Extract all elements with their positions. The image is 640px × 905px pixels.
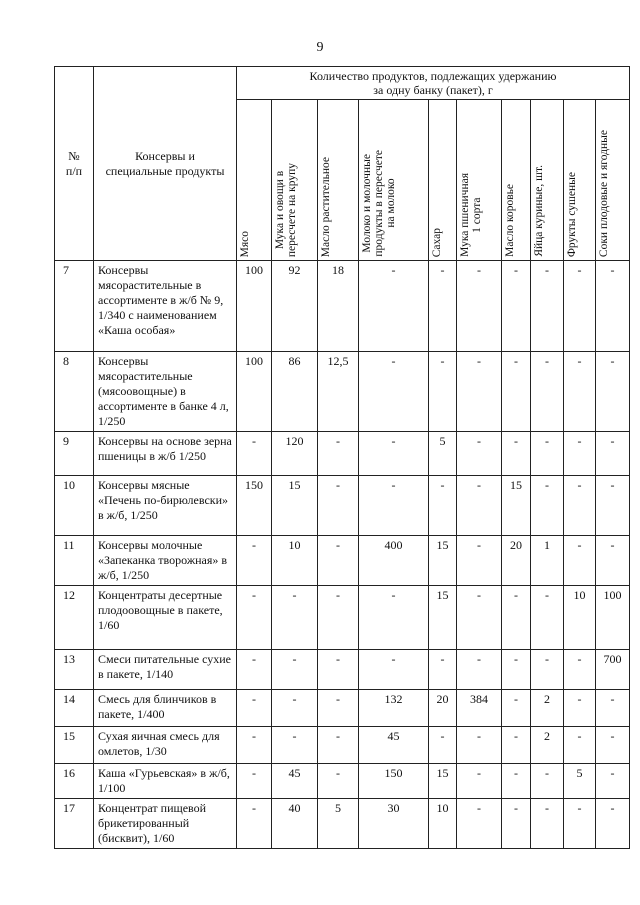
row-product-name: Сухая яичная смесь для омлетов, 1/30	[94, 727, 237, 764]
row-value: -	[564, 352, 596, 432]
row-value: -	[531, 799, 564, 849]
row-value: 12,5	[318, 352, 359, 432]
table-row	[55, 650, 630, 690]
row-value: -	[318, 727, 359, 764]
row-value: 5	[429, 432, 457, 476]
row-value: -	[237, 586, 272, 650]
table-row	[55, 476, 630, 536]
row-value: -	[237, 799, 272, 849]
row-value: -	[531, 586, 564, 650]
row-product-name: Консервы молочные «Запеканка творожная» в ж/б, 1/250	[94, 536, 237, 586]
row-value: -	[429, 727, 457, 764]
row-value: -	[429, 650, 457, 690]
row-number: 16	[55, 764, 94, 799]
header-column	[359, 100, 429, 261]
header-column-label: Фрукты сушеные	[566, 171, 578, 257]
header-column	[272, 100, 318, 261]
row-product-name: Каша «Гурьевская» в ж/б, 1/100	[94, 764, 237, 799]
header-column	[429, 100, 457, 261]
header-quantity-group: Количество продуктов, подлежащих удержанию за одну банку (пакет), г	[237, 67, 630, 100]
row-value: -	[272, 727, 318, 764]
row-value: -	[359, 432, 429, 476]
row-value: -	[429, 476, 457, 536]
header-number: № п/п	[55, 67, 94, 261]
row-value: -	[502, 261, 531, 352]
row-value: 100	[237, 261, 272, 352]
row-value: -	[457, 432, 502, 476]
row-value: -	[318, 536, 359, 586]
header-column	[318, 100, 359, 261]
row-value: -	[564, 476, 596, 536]
header-row-group	[55, 67, 630, 100]
row-value: -	[564, 727, 596, 764]
row-value: -	[237, 727, 272, 764]
row-product-name: Консервы мясорастительные в ассортименте в ж/б № 9, 1/340 с наименованием «Каша особая»	[94, 261, 237, 352]
row-value: -	[564, 650, 596, 690]
row-value: 150	[359, 764, 429, 799]
row-value: 700	[596, 650, 630, 690]
row-value: -	[596, 536, 630, 586]
products-table	[54, 66, 630, 849]
table-row	[55, 764, 630, 799]
row-value: 1	[531, 536, 564, 586]
row-value: 120	[272, 432, 318, 476]
table-row	[55, 352, 630, 432]
row-product-name: Концентрат пищевой брикетированный (бисквит), 1/60	[94, 799, 237, 849]
header-column	[564, 100, 596, 261]
header-column-label: Соки плодовые и ягодные	[598, 129, 610, 257]
row-product-name: Консервы мясные «Печень по-бирюлевски» в ж/б, 1/250	[94, 476, 237, 536]
row-value: -	[596, 690, 630, 727]
table-row	[55, 536, 630, 586]
row-number: 14	[55, 690, 94, 727]
row-value: 132	[359, 690, 429, 727]
row-number: 7	[55, 261, 94, 352]
row-number: 8	[55, 352, 94, 432]
table-row	[55, 261, 630, 352]
row-value: 15	[429, 536, 457, 586]
table-row	[55, 727, 630, 764]
row-value: 20	[502, 536, 531, 586]
header-column-label: Мука пшеничная 1 сорта	[459, 173, 483, 257]
row-number: 10	[55, 476, 94, 536]
row-value: 150	[237, 476, 272, 536]
row-product-name: Смеси питательные сухие в пакете, 1/140	[94, 650, 237, 690]
row-value: -	[457, 764, 502, 799]
row-number: 9	[55, 432, 94, 476]
row-value: 30	[359, 799, 429, 849]
row-value: 86	[272, 352, 318, 432]
row-value: -	[318, 764, 359, 799]
row-number: 15	[55, 727, 94, 764]
row-value: -	[596, 476, 630, 536]
header-column-label: Мука и овощи в пересчете на крупу	[274, 162, 298, 257]
row-product-name: Смесь для блинчиков в пакете, 1/400	[94, 690, 237, 727]
header-column-label: Молоко и молочные продукты в пересчете на молоко	[361, 150, 397, 257]
row-value: -	[429, 352, 457, 432]
row-value: -	[596, 432, 630, 476]
row-value: -	[318, 432, 359, 476]
row-value: -	[564, 432, 596, 476]
row-value: -	[457, 727, 502, 764]
row-value: 10	[429, 799, 457, 849]
row-value: 92	[272, 261, 318, 352]
row-value: 18	[318, 261, 359, 352]
row-value: 15	[429, 764, 457, 799]
row-value: -	[237, 650, 272, 690]
table-body	[55, 261, 630, 849]
header-column-label: Мясо	[239, 230, 251, 257]
row-value: -	[457, 799, 502, 849]
row-value: -	[272, 586, 318, 650]
row-value: -	[502, 690, 531, 727]
row-value: -	[531, 261, 564, 352]
row-value: 10	[564, 586, 596, 650]
header-column	[531, 100, 564, 261]
row-value: 15	[502, 476, 531, 536]
row-value: -	[564, 261, 596, 352]
row-value: -	[359, 261, 429, 352]
row-value: 2	[531, 690, 564, 727]
row-value: -	[272, 690, 318, 727]
row-value: 45	[272, 764, 318, 799]
row-value: -	[318, 586, 359, 650]
row-value: -	[502, 432, 531, 476]
row-value: -	[272, 650, 318, 690]
row-value: -	[457, 476, 502, 536]
table-row	[55, 586, 630, 650]
row-value: 5	[318, 799, 359, 849]
row-value: -	[564, 690, 596, 727]
row-value: -	[596, 261, 630, 352]
row-value: -	[531, 764, 564, 799]
row-value: -	[531, 476, 564, 536]
row-value: -	[359, 586, 429, 650]
row-value: -	[359, 650, 429, 690]
row-value: 45	[359, 727, 429, 764]
header-column	[237, 100, 272, 261]
row-value: -	[564, 799, 596, 849]
header-column-label: Масло растительное	[320, 156, 332, 257]
row-number: 12	[55, 586, 94, 650]
row-value: -	[359, 476, 429, 536]
row-value: 5	[564, 764, 596, 799]
header-column-label: Масло коровье	[504, 184, 516, 257]
header-column	[596, 100, 630, 261]
row-value: -	[237, 432, 272, 476]
row-value: 15	[429, 586, 457, 650]
row-value: 384	[457, 690, 502, 727]
row-value: -	[457, 650, 502, 690]
row-value: -	[596, 764, 630, 799]
header-column	[457, 100, 502, 261]
row-product-name: Консервы мясорастительные (мясоовощные) в ассортименте в банке 4 л, 1/250	[94, 352, 237, 432]
table-row	[55, 690, 630, 727]
row-value: -	[502, 727, 531, 764]
row-value: -	[457, 352, 502, 432]
row-value: -	[318, 690, 359, 727]
row-value: 400	[359, 536, 429, 586]
row-value: -	[429, 261, 457, 352]
row-value: 100	[596, 586, 630, 650]
row-value: -	[318, 650, 359, 690]
row-value: -	[502, 764, 531, 799]
row-value: 15	[272, 476, 318, 536]
header-column-label: Яйца куриные, шт.	[533, 165, 545, 257]
header-column-label: Сахар	[431, 227, 443, 257]
row-value: -	[596, 352, 630, 432]
table-row	[55, 799, 630, 849]
row-value: -	[596, 799, 630, 849]
row-value: -	[502, 650, 531, 690]
row-number: 11	[55, 536, 94, 586]
row-value: -	[237, 690, 272, 727]
row-value: 20	[429, 690, 457, 727]
row-value: 10	[272, 536, 318, 586]
row-value: -	[318, 476, 359, 536]
row-value: -	[531, 432, 564, 476]
row-value: -	[531, 352, 564, 432]
row-value: -	[237, 536, 272, 586]
row-product-name: Консервы на основе зерна пшеницы в ж/б 1/250	[94, 432, 237, 476]
row-value: -	[457, 536, 502, 586]
row-number: 13	[55, 650, 94, 690]
row-value: -	[457, 586, 502, 650]
row-product-name: Концентраты десертные плодоовощные в пакете, 1/60	[94, 586, 237, 650]
row-value: -	[596, 727, 630, 764]
row-value: -	[502, 586, 531, 650]
header-product-name: Консервы и специальные продукты	[94, 67, 237, 261]
row-value: -	[502, 352, 531, 432]
row-value: 40	[272, 799, 318, 849]
row-value: -	[359, 352, 429, 432]
row-value: -	[502, 799, 531, 849]
row-value: 100	[237, 352, 272, 432]
header-column	[502, 100, 531, 261]
row-value: -	[531, 650, 564, 690]
row-value: -	[237, 764, 272, 799]
row-value: -	[457, 261, 502, 352]
row-value: -	[564, 536, 596, 586]
row-number: 17	[55, 799, 94, 849]
page-number: 9	[316, 40, 324, 55]
table-row	[55, 432, 630, 476]
row-value: 2	[531, 727, 564, 764]
